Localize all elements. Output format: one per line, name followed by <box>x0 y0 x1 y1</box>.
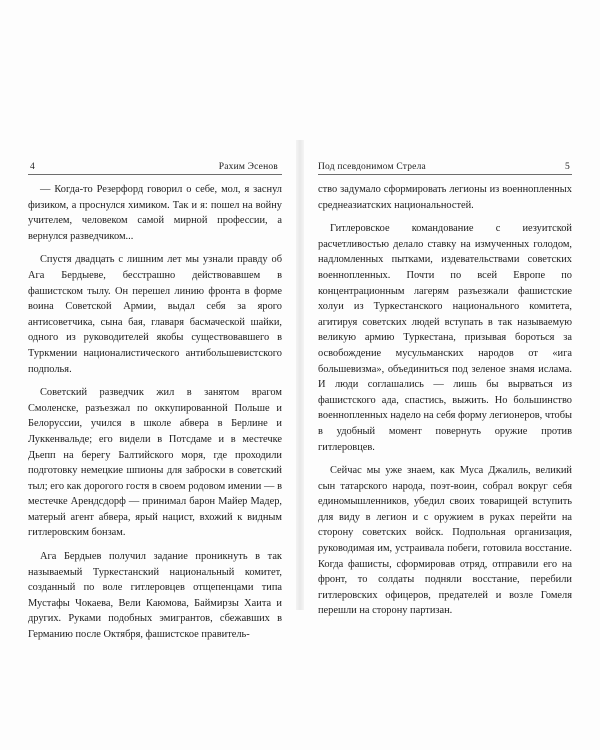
right-body-text <box>318 182 572 619</box>
paragraph: Сейчас мы уже знаем, как Муса Джалиль, великий сын татарского народа, поэт-воин, собрал вокруг себя единомышленников, убедил своих товарищей вступить для виду в легион и с оружием в руках перейти на сторону советских войск. Подпольная организация, руководимая им, устраивала побеги, готовила восстание. Когда фашисты, сформировав отряд, отправили его на фронт, то солдаты подняли восстание, перебили гитлеровских офицеров, предателей и возле Гомеля перешли на сторону партизан. <box>318 465 572 617</box>
right-page-number: 5 <box>565 162 570 172</box>
left-running-head <box>28 160 282 175</box>
paragraph: Ага Бердыев получил задание проникнуть в так называемый Туркестанский национальный комитет, созданный по воле гитлеровцев отщепенцами типа Мустафы Чокаева, Вели Каюмова, Баймирзы Хаита и других. Руками подобных эмигрантов, сбежавших в Германию после Октября, фашистское правитель- <box>28 551 282 641</box>
right-running-head <box>318 160 572 175</box>
right-page <box>318 160 572 627</box>
paragraph: — Когда-то Резерфорд говорил о себе, мол, я заснул физиком, а проснулся химиком. Так и я: пошел на войну учителем, человеком самой мирной профессии, а вернулся разведчиком... <box>28 184 282 242</box>
left-running-title: Рахим Эсенов <box>218 162 278 172</box>
paragraph: Гитлеровское командование с иезуитской расчетливостью делало ставку на измученных голодом, надломленных пытками, издевательствами советских военнопленных. Почти по всей Европе по концентрационным лагерям разъезжали фашистские холуи из Туркестанского национального комитета, агитируя советских людей вступать в так называемую великую армию Туркестана, призывая бороться за освобождение мусульманских народов от «ига большевизма», объединиться под зеленое знамя ислама. И люди соглашались — лишь бы вырваться из фашистского ада, спастись, выжить. Но большинство военнопленных надело на себя форму легионеров, чтобы в удобный момент повернуть оружие против гитлеровцев. <box>318 223 572 453</box>
paragraph: Советский разведчик жил в занятом врагом Смоленске, разъезжал по оккупированной Польше и Белоруссии, учился в школе абвера в Берлине и Луккенвальде; его видели в Потсдаме и в местечке Дьепп на берегу Балтийского моря, где проходили подготовку немецкие шпионы для заброски в советский тыл; его как дорогого гостя в своем родовом имении — в местечке Арендсдорф — принимал барон Майер Мадер, матерый агент абвера, ярый нацист, вхожий к видным гитлеровским бонзам. <box>28 387 282 539</box>
right-running-title: Под псевдонимом Стрела <box>318 162 426 172</box>
left-page <box>28 160 282 651</box>
paragraph: Спустя двадцать с лишним лет мы узнали правду об Ага Бердыеве, бесстрашно действовавшем в фашистском тылу. Он перешел линию фронта в форме воина Советской Армии, выдал себя за ярого антисоветчика, сына бая, главаря басмаческой шайки, одного из руководителей якобы существовавшего в Туркмении националистического антибольшевистского подполья. <box>28 254 282 375</box>
continued-paragraph: ство задумало сформировать легионы из военнопленных среднеазиатских национальностей. <box>318 184 572 211</box>
left-page-number: 4 <box>30 162 35 172</box>
book-gutter <box>296 140 304 610</box>
left-body-text <box>28 182 282 643</box>
